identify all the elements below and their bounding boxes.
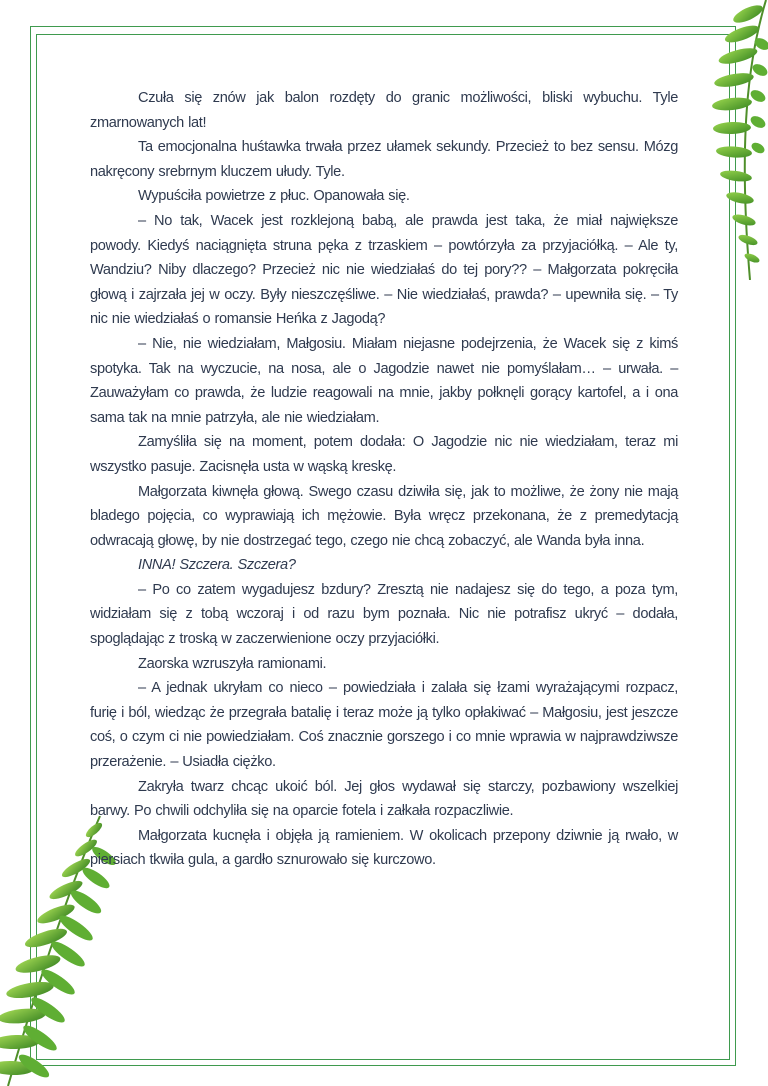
paragraph: Zamyśliła się na moment, potem dodała: O Jagodzie nic nie wiedziałam, teraz mi wszystko pasuje. Zacisnęła usta w wąską kreskę. [90, 434, 678, 475]
paragraph-italic: INNA! Szczera. Szczera? [138, 557, 296, 574]
paragraph: Wypuściła powietrze z płuc. Opanowała się. [138, 188, 410, 205]
paragraph: Ta emocjonalna huśtawka trwała przez ułamek sekundy. Przecież to bez sensu. Mózg nakręcony srebrnym kluczem ułudy. Tyle. [90, 139, 678, 180]
paragraph: – A jednak ukryłam co nieco – powiedziała i zalała się łzami wyrażającymi rozpacz, furię i ból, wiedząc że przegrała batalię i teraz może ją tylko opłakiwać – Małgosiu, jest jeszcze coś, o czym ci nie powiedziałam. Coś znacznie gorszego i co mnie wprawia w najprawdziwsze przerażenie. – Usiadła ciężko. [90, 680, 678, 771]
fern-leaf-icon [678, 0, 768, 280]
paragraph: – Nie, nie wiedziałam, Małgosiu. Miałam niejasne podejrzenia, że Wacek się z kimś spotyka. Tak na wyczucie, na nosa, ale o Jagodzie nawet nie pomyślałam… – urwała. – Zauważyłam co prawda, że ludzie reagowali na mnie, jakby połknęli gorący kartofel, a i ona sama tak na mnie patrzyła, ale nie wiedziałam. [90, 335, 678, 426]
paragraph: Małgorzata kucnęła i objęła ją ramieniem. W okolicach przepony dziwnie ją rwało, w piersiach tkwiła gula, a gardło sznurowało się kurczowo. [90, 827, 678, 869]
paragraph: – No tak, Wacek jest rozklejoną babą, ale prawda jest taka, że miał największe powody. Kiedyś naciągnięta struna pęka z trzaskiem – powtórzyła za przyjaciółką. – Ale ty, Wandziu? Niby dlaczego? Przecież nic nie wiedziałaś do tej pory?? – Małgorzata pokręciła głową i zajrzała jej w oczy. Były nieszczęśliwe. – Nie wiedziałaś, prawda? – upewniła się. – Ty nic nie wiedziałaś o romansie Heńka z Jagodą? [90, 212, 678, 328]
story-text [90, 86, 678, 873]
paragraph: Czuła się znów jak balon rozdęty do granic możliwości, bliski wybuchu. Tyle zmarnowanych lat! [90, 90, 678, 131]
paragraph: Małgorzata kiwnęła głową. Swego czasu dziwiła się, jak to możliwe, że żony nie mają bladego pojęcia, co wyprawiają ich mężowie. Była wręcz przekonana, że z premedytacją odwracają głowę, by nie dostrzegać tego, czego nie chcą zobaczyć, ale Wanda była inna. [90, 483, 678, 549]
paragraph: Zaorska wzruszyła ramionami. [138, 655, 327, 672]
paragraph: Zakryła twarz chcąc ukoić ból. Jej głos wydawał się starczy, pozbawiony wszelkiej barwy. Po chwili odchyliła się na oparcie fotela i załkała rozpaczliwie. [90, 778, 678, 820]
paragraph: – Po co zatem wygadujesz bzdury? Zresztą nie nadajesz się do tego, a poza tym, widziałam się z tobą wczoraj i od razu bym poznała. Nic nie potrafisz ukryć – dodała, spoglądając z troską w zaczerwienione oczy przyjaciółki. [90, 581, 678, 648]
